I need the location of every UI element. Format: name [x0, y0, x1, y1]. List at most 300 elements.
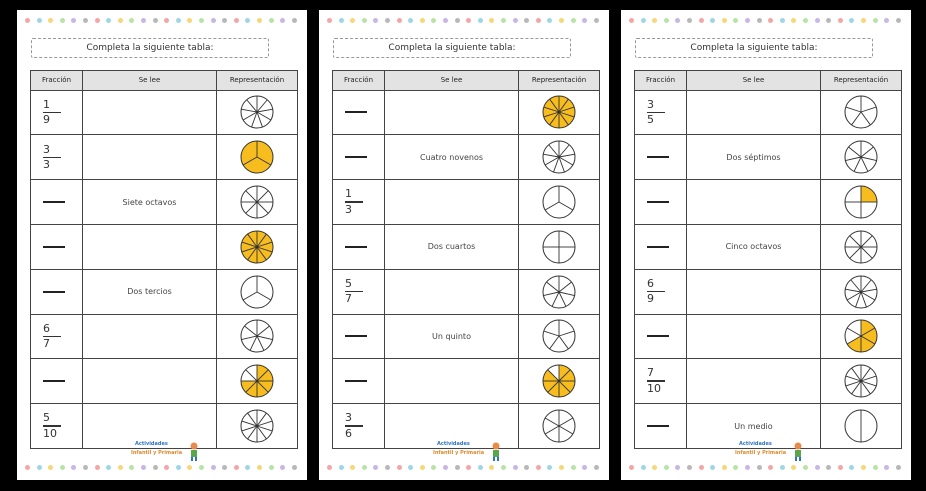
- table-row: [31, 224, 298, 269]
- logo-text-top: Actividades: [739, 441, 772, 447]
- blank-fraction-line: [647, 425, 669, 427]
- decorative-dot: [234, 18, 239, 23]
- division-line: [246, 202, 257, 213]
- decorative-dot: [536, 465, 541, 470]
- site-logo: [131, 441, 207, 463]
- decorative-dot: [187, 465, 192, 470]
- table-row: [333, 224, 600, 269]
- decorative-dot: [71, 18, 76, 23]
- fraction-circle: [541, 274, 577, 310]
- fraction-cell[interactable]: [31, 269, 83, 314]
- decorative-dot: [211, 18, 216, 23]
- decorative-dot: [768, 465, 773, 470]
- column-header: Fracción: [635, 71, 687, 91]
- decorative-dot: [826, 18, 831, 23]
- division-line: [257, 336, 273, 340]
- fraction-table: [30, 70, 298, 449]
- decorative-dot: [652, 18, 657, 23]
- division-line: [246, 191, 257, 202]
- fraction-circle: [843, 318, 879, 354]
- fraction: [635, 278, 686, 306]
- table-row: [333, 314, 600, 359]
- table-row: [635, 269, 902, 314]
- fraction-circle: [541, 94, 577, 130]
- representation-cell: [821, 90, 902, 135]
- fraction-circle: [843, 408, 879, 444]
- decorative-dot: [211, 465, 216, 470]
- decorative-dot: [95, 465, 100, 470]
- worksheet-page: [319, 10, 609, 480]
- division-line: [559, 202, 573, 210]
- decorative-dot: [710, 18, 715, 23]
- mascot-icon: [187, 441, 201, 461]
- decorative-dot: [478, 465, 483, 470]
- fraction-cell[interactable]: [635, 180, 687, 225]
- table-row: [635, 224, 902, 269]
- division-line: [559, 292, 575, 296]
- decorative-dot: [60, 465, 65, 470]
- table-header-row: [333, 71, 600, 91]
- column-header: Fracción: [31, 71, 83, 91]
- representation-cell: [821, 180, 902, 225]
- fraction-circle: [239, 184, 275, 220]
- column-header: Representación: [821, 71, 902, 91]
- numerator: 3: [43, 142, 50, 156]
- fraction-cell[interactable]: [333, 314, 385, 359]
- decorative-dot: [664, 18, 669, 23]
- decorative-dot: [292, 18, 297, 23]
- fraction-cell: [31, 90, 83, 135]
- reading-cell[interactable]: [385, 180, 519, 225]
- decorative-dot: [25, 18, 30, 23]
- representation-cell: [217, 135, 298, 180]
- blank-fraction-line: [647, 246, 669, 248]
- reading-cell[interactable]: [687, 269, 821, 314]
- reading-cell[interactable]: [83, 90, 217, 135]
- logo-text-top: Actividades: [135, 441, 168, 447]
- table-row: [31, 90, 298, 135]
- decorative-dot: [849, 465, 854, 470]
- decorative-dot: [489, 18, 494, 23]
- decorative-dot: [385, 18, 390, 23]
- instruction-banner: Completa la siguiente tabla:: [31, 38, 269, 58]
- decorative-dot: [838, 18, 843, 23]
- fraction-cell[interactable]: [635, 404, 687, 449]
- fraction-circle: [239, 139, 275, 175]
- reading-cell: Cuatro novenos: [385, 135, 519, 180]
- column-header: Fracción: [333, 71, 385, 91]
- decorative-dot: [397, 465, 402, 470]
- decorative-dot: [547, 18, 552, 23]
- decorative-dot: [153, 18, 158, 23]
- division-line: [559, 426, 573, 434]
- decorative-dot: [292, 465, 297, 470]
- denominator: 7: [345, 292, 352, 306]
- decorative-dot: [466, 465, 471, 470]
- fraction-cell: [31, 135, 83, 180]
- fraction-cell[interactable]: [333, 224, 385, 269]
- blank-fraction-line: [345, 111, 367, 113]
- decorative-dot: [582, 18, 587, 23]
- decorative-dot: [699, 18, 704, 23]
- blank-fraction-line: [345, 335, 367, 337]
- representation-cell: [821, 269, 902, 314]
- decorative-dot: [803, 465, 808, 470]
- blank-fraction-line: [647, 156, 669, 158]
- fraction-circle: [843, 139, 879, 175]
- blank-fraction-line: [647, 201, 669, 203]
- decorative-dot: [513, 465, 518, 470]
- division-line: [852, 112, 861, 125]
- division-line: [850, 236, 861, 247]
- fraction-circle: [239, 229, 275, 265]
- site-logo: [735, 441, 811, 463]
- decorative-dot: [164, 18, 169, 23]
- decorative-dot: [95, 18, 100, 23]
- blank-fraction-line: [43, 291, 65, 293]
- worksheet-page: [17, 10, 307, 480]
- reading-cell: Un medio: [687, 404, 821, 449]
- division-line: [257, 191, 268, 202]
- decorative-dot: [745, 465, 750, 470]
- fraction: [31, 144, 82, 172]
- decorative-dot: [826, 465, 831, 470]
- division-line: [861, 157, 877, 161]
- fraction: [333, 188, 384, 216]
- division-line: [559, 331, 574, 336]
- division-line: [861, 247, 872, 258]
- decorative-dot: [420, 465, 425, 470]
- numerator: 1: [43, 97, 50, 111]
- decorative-dot: [722, 18, 727, 23]
- decorative-dot: [768, 18, 773, 23]
- fraction-cell[interactable]: [31, 224, 83, 269]
- fraction-cell: [333, 404, 385, 449]
- table-row: [333, 90, 600, 135]
- decorative-dot: [675, 18, 680, 23]
- numerator: 3: [647, 97, 654, 111]
- division-line: [552, 292, 559, 306]
- division-line: [854, 157, 861, 171]
- decorative-dot: [896, 465, 901, 470]
- reading-cell[interactable]: [687, 359, 821, 404]
- logo-text-bottom: Infantil y Primaria: [131, 450, 183, 456]
- division-line: [559, 292, 566, 306]
- decorative-dot: [733, 465, 738, 470]
- division-line: [850, 247, 861, 258]
- division-line: [244, 326, 257, 336]
- representation-cell: [217, 269, 298, 314]
- decorative-dot: [745, 18, 750, 23]
- decorative-dot: [722, 465, 727, 470]
- decorative-dot: [106, 465, 111, 470]
- decorative-dot: [408, 18, 413, 23]
- fraction-cell[interactable]: [333, 90, 385, 135]
- reading-cell[interactable]: [83, 359, 217, 404]
- division-line: [257, 292, 271, 300]
- reading-cell: Cinco octavos: [687, 224, 821, 269]
- decorative-dot: [710, 465, 715, 470]
- fraction-cell: [635, 269, 687, 314]
- division-line: [861, 236, 872, 247]
- representation-cell: [519, 359, 600, 404]
- reading-cell[interactable]: [687, 90, 821, 135]
- decorative-dot: [733, 18, 738, 23]
- table-row: [635, 314, 902, 359]
- numerator: 7: [647, 366, 654, 380]
- reading-cell[interactable]: [385, 359, 519, 404]
- fraction-circle: [541, 318, 577, 354]
- decorative-dot: [431, 18, 436, 23]
- decorative-dot: [513, 18, 518, 23]
- fraction-cell[interactable]: [635, 224, 687, 269]
- decorative-dot: [141, 18, 146, 23]
- decorative-dot: [269, 18, 274, 23]
- column-header: Se lee: [385, 71, 519, 91]
- representation-cell: [821, 224, 902, 269]
- representation-cell: [217, 359, 298, 404]
- fraction-circle: [843, 94, 879, 130]
- reading-cell[interactable]: [83, 135, 217, 180]
- division-line: [861, 112, 870, 125]
- decorative-dot: [559, 465, 564, 470]
- decorative-dot: [48, 18, 53, 23]
- decorative-dot: [339, 18, 344, 23]
- decorative-dot: [757, 18, 762, 23]
- decorative-dot: [547, 465, 552, 470]
- blank-fraction-line: [647, 335, 669, 337]
- reading-cell[interactable]: [687, 314, 821, 359]
- division-line: [257, 336, 264, 350]
- table-row: [31, 314, 298, 359]
- numerator: 6: [647, 276, 654, 290]
- decorative-dot: [280, 465, 285, 470]
- decorative-dot: [443, 465, 448, 470]
- blank-fraction-line: [345, 380, 367, 382]
- fraction-cell: [333, 180, 385, 225]
- numerator: 1: [345, 187, 352, 201]
- fraction-cell[interactable]: [31, 180, 83, 225]
- decorative-dot: [339, 465, 344, 470]
- decorative-dot: [106, 18, 111, 23]
- fraction-circle: [239, 94, 275, 130]
- bottom-dot-border: [319, 465, 609, 473]
- decorative-dot: [501, 18, 506, 23]
- reading-cell: Un quinto: [385, 314, 519, 359]
- decorative-dot: [571, 18, 576, 23]
- reading-cell[interactable]: [83, 314, 217, 359]
- decorative-dot: [815, 465, 820, 470]
- numerator: 3: [345, 411, 352, 425]
- denominator: 6: [345, 426, 352, 440]
- decorative-dot: [222, 465, 227, 470]
- decorative-dot: [873, 465, 878, 470]
- mascot-icon: [791, 441, 805, 461]
- decorative-dot: [582, 465, 587, 470]
- top-dot-border: [17, 18, 307, 26]
- decorative-dot: [373, 18, 378, 23]
- denominator: 9: [43, 113, 50, 127]
- fraction-circle: [843, 184, 879, 220]
- fraction: [635, 367, 686, 395]
- division-line: [546, 282, 559, 292]
- division-line: [848, 147, 861, 157]
- table-row: [635, 135, 902, 180]
- division-line: [257, 202, 268, 213]
- decorative-dot: [455, 18, 460, 23]
- decorative-dot: [849, 18, 854, 23]
- decorative-dot: [199, 465, 204, 470]
- decorative-dot: [896, 18, 901, 23]
- decorative-dot: [629, 18, 634, 23]
- decorative-dot: [815, 18, 820, 23]
- representation-cell: [519, 135, 600, 180]
- fraction-cell: [31, 314, 83, 359]
- blank-fraction-line: [43, 201, 65, 203]
- division-line: [545, 202, 559, 210]
- shaded-sector: [847, 336, 861, 352]
- division-line: [559, 282, 572, 292]
- division-line: [544, 331, 559, 336]
- decorative-dot: [559, 18, 564, 23]
- fraction-cell[interactable]: [635, 314, 687, 359]
- decorative-dot: [327, 465, 332, 470]
- fraction: [333, 278, 384, 306]
- decorative-dot: [350, 18, 355, 23]
- decorative-dot: [408, 465, 413, 470]
- fraction-cell[interactable]: [635, 135, 687, 180]
- representation-cell: [519, 90, 600, 135]
- table-row: [635, 180, 902, 225]
- decorative-dot: [327, 18, 332, 23]
- fraction-circle: [541, 363, 577, 399]
- reading-cell[interactable]: [385, 90, 519, 135]
- fraction-circle: [843, 363, 879, 399]
- denominator: 3: [43, 158, 50, 171]
- column-header: Representación: [217, 71, 298, 91]
- decorative-dot: [176, 465, 181, 470]
- decorative-dot: [664, 465, 669, 470]
- decorative-dot: [83, 465, 88, 470]
- table-row: [31, 359, 298, 404]
- blank-fraction-line: [43, 246, 65, 248]
- table-row: [333, 135, 600, 180]
- numerator: 6: [43, 321, 50, 335]
- division-line: [861, 108, 876, 113]
- reading-cell[interactable]: [385, 269, 519, 314]
- fraction-cell: [31, 404, 83, 449]
- denominator: 5: [647, 113, 654, 127]
- table-row: [635, 90, 902, 135]
- decorative-dot: [478, 18, 483, 23]
- fraction: [635, 99, 686, 127]
- table-row: [333, 269, 600, 314]
- reading-cell: Dos séptimos: [687, 135, 821, 180]
- decorative-dot: [245, 18, 250, 23]
- fraction-cell[interactable]: [31, 359, 83, 404]
- blank-fraction-line: [43, 380, 65, 382]
- decorative-dot: [431, 465, 436, 470]
- division-line: [545, 426, 559, 434]
- denominator: 3: [345, 202, 352, 216]
- representation-cell: [821, 314, 902, 359]
- division-line: [861, 157, 868, 171]
- decorative-dot: [420, 18, 425, 23]
- fraction-cell[interactable]: [333, 359, 385, 404]
- table-row: [333, 180, 600, 225]
- decorative-dot: [652, 465, 657, 470]
- fraction-table: [332, 70, 600, 449]
- reading-cell: Dos cuartos: [385, 224, 519, 269]
- table-row: [31, 135, 298, 180]
- representation-cell: [821, 359, 902, 404]
- decorative-dot: [25, 465, 30, 470]
- decorative-dot: [234, 465, 239, 470]
- division-line: [241, 336, 257, 340]
- fraction: [31, 412, 82, 440]
- decorative-dot: [501, 465, 506, 470]
- fraction-circle: [541, 408, 577, 444]
- decorative-dot: [803, 18, 808, 23]
- decorative-dot: [524, 465, 529, 470]
- instruction-banner: Completa la siguiente tabla:: [635, 38, 873, 58]
- decorative-dot: [37, 465, 42, 470]
- decorative-dot: [280, 18, 285, 23]
- fraction-circle: [541, 229, 577, 265]
- division-line: [545, 418, 559, 426]
- decorative-dot: [466, 18, 471, 23]
- reading-cell[interactable]: [83, 224, 217, 269]
- table-row: [635, 359, 902, 404]
- representation-cell: [217, 314, 298, 359]
- decorative-dot: [780, 465, 785, 470]
- table-header-row: [635, 71, 902, 91]
- fraction-cell: [635, 359, 687, 404]
- decorative-dot: [362, 465, 367, 470]
- division-line: [257, 326, 270, 336]
- fraction-circle: [843, 229, 879, 265]
- decorative-dot: [373, 465, 378, 470]
- fraction: [333, 412, 384, 440]
- blank-fraction-line: [345, 246, 367, 248]
- reading-cell[interactable]: [687, 180, 821, 225]
- decorative-dot: [187, 18, 192, 23]
- decorative-dot: [37, 18, 42, 23]
- division-line: [559, 336, 568, 349]
- division-line: [246, 370, 257, 381]
- denominator: 9: [647, 292, 654, 306]
- decorative-dot: [362, 18, 367, 23]
- decorative-dot: [571, 465, 576, 470]
- column-header: Representación: [519, 71, 600, 91]
- logo-text-top: Actividades: [437, 441, 470, 447]
- representation-cell: [519, 404, 600, 449]
- reading-cell: Siete octavos: [83, 180, 217, 225]
- decorative-dot: [594, 465, 599, 470]
- division-line: [250, 336, 257, 350]
- table-row: [333, 359, 600, 404]
- representation-cell: [217, 90, 298, 135]
- division-line: [550, 336, 559, 349]
- decorative-dot: [861, 465, 866, 470]
- column-header: Se lee: [687, 71, 821, 91]
- representation-cell: [217, 224, 298, 269]
- top-dot-border: [319, 18, 609, 26]
- fraction-cell[interactable]: [333, 135, 385, 180]
- decorative-dot: [524, 18, 529, 23]
- decorative-dot: [48, 465, 53, 470]
- blank-fraction-line: [345, 156, 367, 158]
